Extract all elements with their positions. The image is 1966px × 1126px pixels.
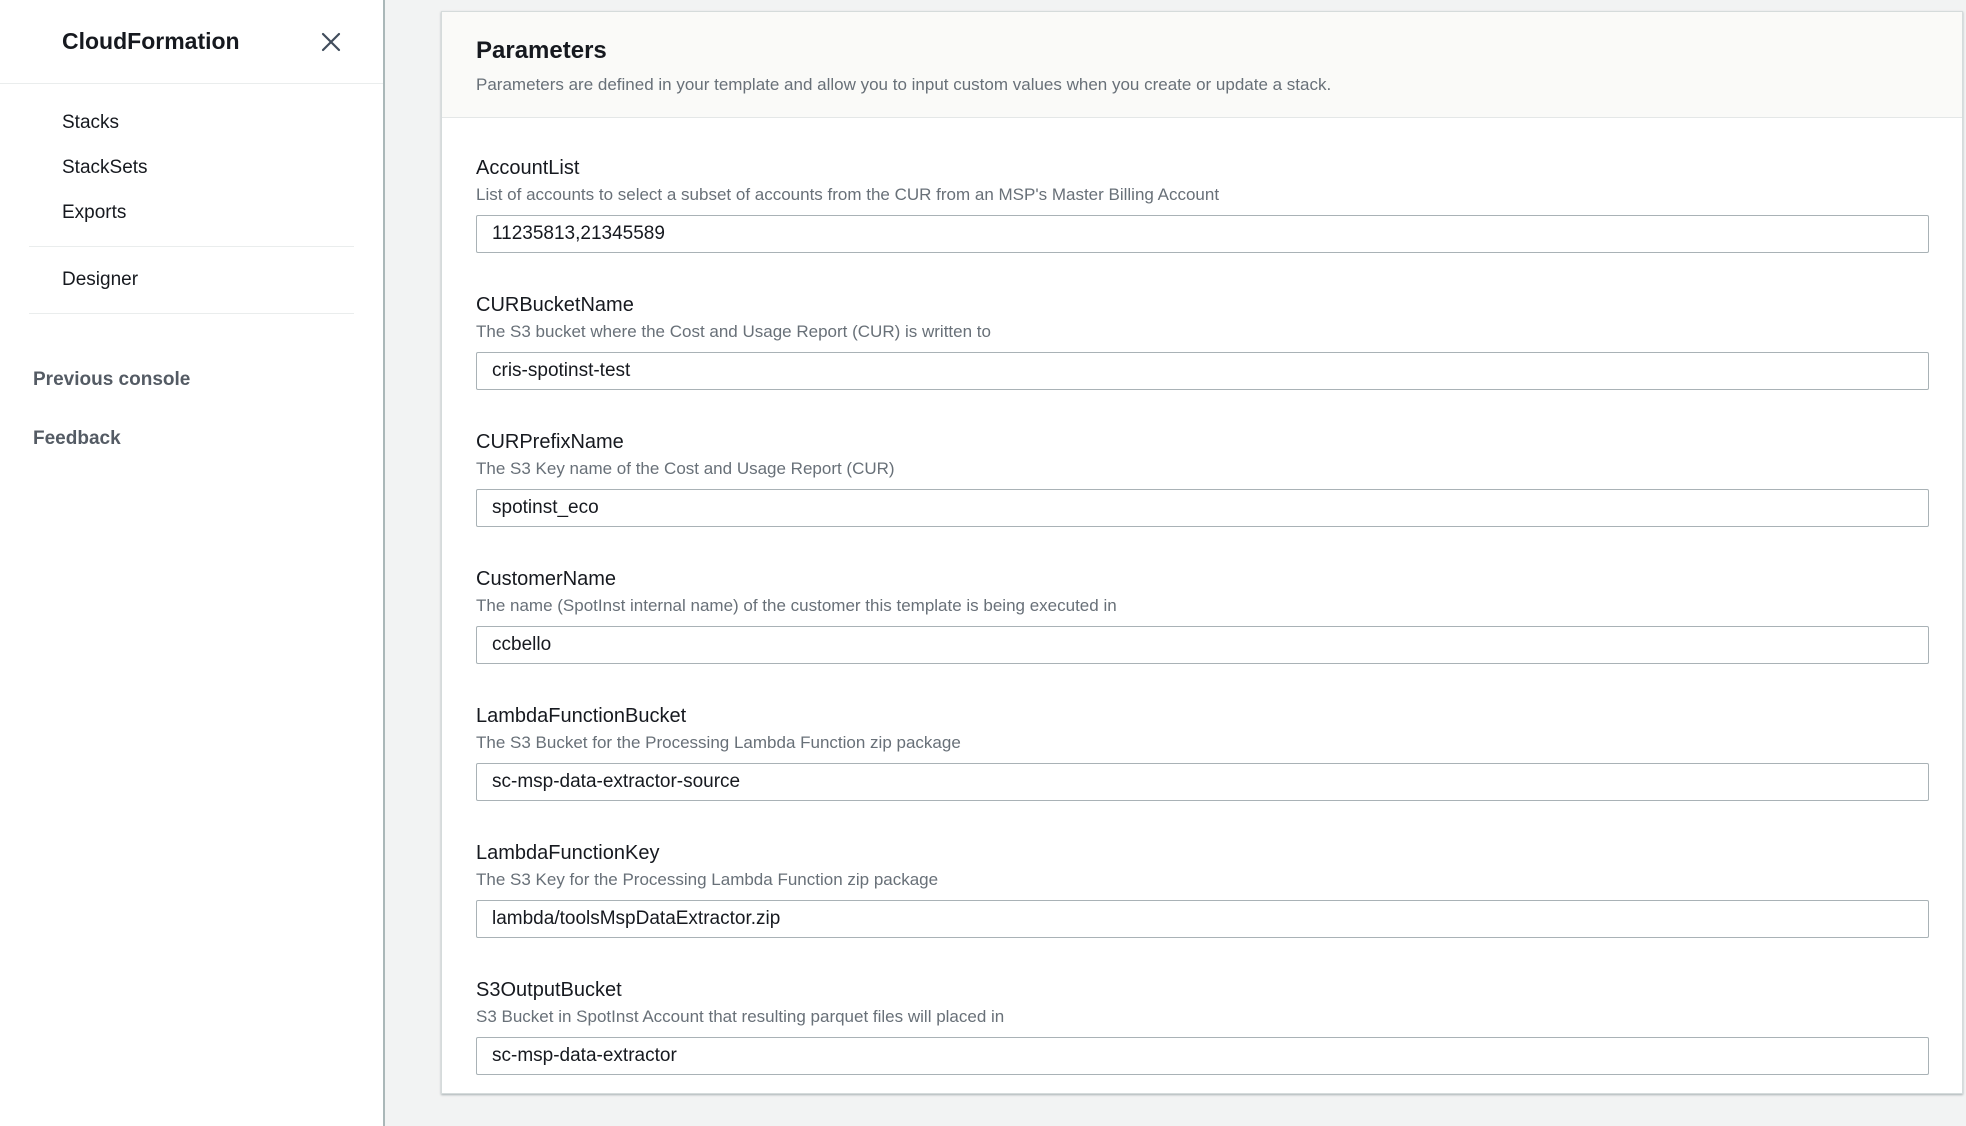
page-title: Parameters: [476, 37, 607, 64]
sidebar-nav-secondary: [0, 257, 383, 302]
panel-description: Parameters are defined in your template and allow you to input custom values when you create or update a stack.: [476, 75, 1332, 94]
sidebar-footer: [0, 324, 383, 462]
sidebar-header: [0, 0, 383, 84]
sidebar-item-label: Designer: [62, 268, 139, 290]
parameter-field-group: [476, 567, 1929, 664]
service-title-link[interactable]: CloudFormation: [62, 28, 240, 54]
parameter-description: The S3 bucket where the Cost and Usage Report (CUR) is written to: [476, 322, 991, 341]
parameter-description: The S3 Key name of the Cost and Usage Report (CUR): [476, 459, 895, 478]
sidebar-item-label: Exports: [62, 201, 127, 223]
parameter-input-curprefixname[interactable]: [476, 489, 1929, 527]
parameters-panel: [441, 11, 1963, 1094]
parameter-field-group: [476, 841, 1929, 938]
parameter-name-label: CustomerName: [476, 568, 617, 590]
parameters-panel-header: [442, 12, 1962, 118]
parameter-description: The S3 Key for the Processing Lambda Function zip package: [476, 870, 939, 889]
parameter-name-label: CURBucketName: [476, 294, 634, 316]
parameter-name-label: S3OutputBucket: [476, 979, 622, 1001]
sidebar-divider: [29, 313, 354, 314]
parameter-field-group: [476, 430, 1929, 527]
parameter-input-lambdafunctionbucket[interactable]: [476, 763, 1929, 801]
parameter-description: The S3 Bucket for the Processing Lambda Function zip package: [476, 733, 961, 752]
parameter-field-group: [476, 978, 1929, 1075]
close-sidebar-button[interactable]: [317, 28, 345, 56]
parameter-input-accountlist[interactable]: [476, 215, 1929, 253]
parameter-field-group: [476, 293, 1929, 390]
parameter-name-label: LambdaFunctionBucket: [476, 705, 687, 727]
parameter-input-s3outputbucket[interactable]: [476, 1037, 1929, 1075]
sidebar-item-stacks[interactable]: [0, 100, 383, 145]
parameter-description: List of accounts to select a subset of accounts from the CUR from an MSP's Master Billing Account: [476, 185, 1220, 204]
sidebar-item-exports[interactable]: [0, 190, 383, 235]
sidebar-nav: [0, 84, 383, 235]
sidebar-link-label: Previous console: [33, 369, 191, 390]
parameters-form: [442, 118, 1962, 1093]
sidebar-link-label: Feedback: [33, 428, 121, 449]
sidebar-divider: [29, 246, 354, 247]
main-content: [387, 0, 1966, 1126]
sidebar-item-designer[interactable]: [0, 257, 383, 302]
close-icon: [320, 31, 342, 53]
parameter-input-customername[interactable]: [476, 626, 1929, 664]
parameter-name-label: CURPrefixName: [476, 431, 624, 453]
parameter-input-lambdafunctionkey[interactable]: [476, 900, 1929, 938]
sidebar-link-feedback[interactable]: [0, 416, 383, 462]
parameter-description: S3 Bucket in SpotInst Account that resulting parquet files will placed in: [476, 1007, 1005, 1026]
parameter-input-curbucketname[interactable]: [476, 352, 1929, 390]
sidebar-item-label: Stacks: [62, 111, 120, 133]
sidebar: [0, 0, 385, 1126]
parameter-name-label: AccountList: [476, 157, 580, 179]
sidebar-item-label: StackSets: [62, 156, 148, 178]
parameter-field-group: [476, 156, 1929, 253]
sidebar-item-stacksets[interactable]: [0, 145, 383, 190]
sidebar-link-previous-console[interactable]: [0, 357, 383, 403]
parameter-description: The name (SpotInst internal name) of the customer this template is being executed in: [476, 596, 1117, 615]
parameter-field-group: [476, 704, 1929, 801]
parameter-name-label: LambdaFunctionKey: [476, 842, 660, 864]
